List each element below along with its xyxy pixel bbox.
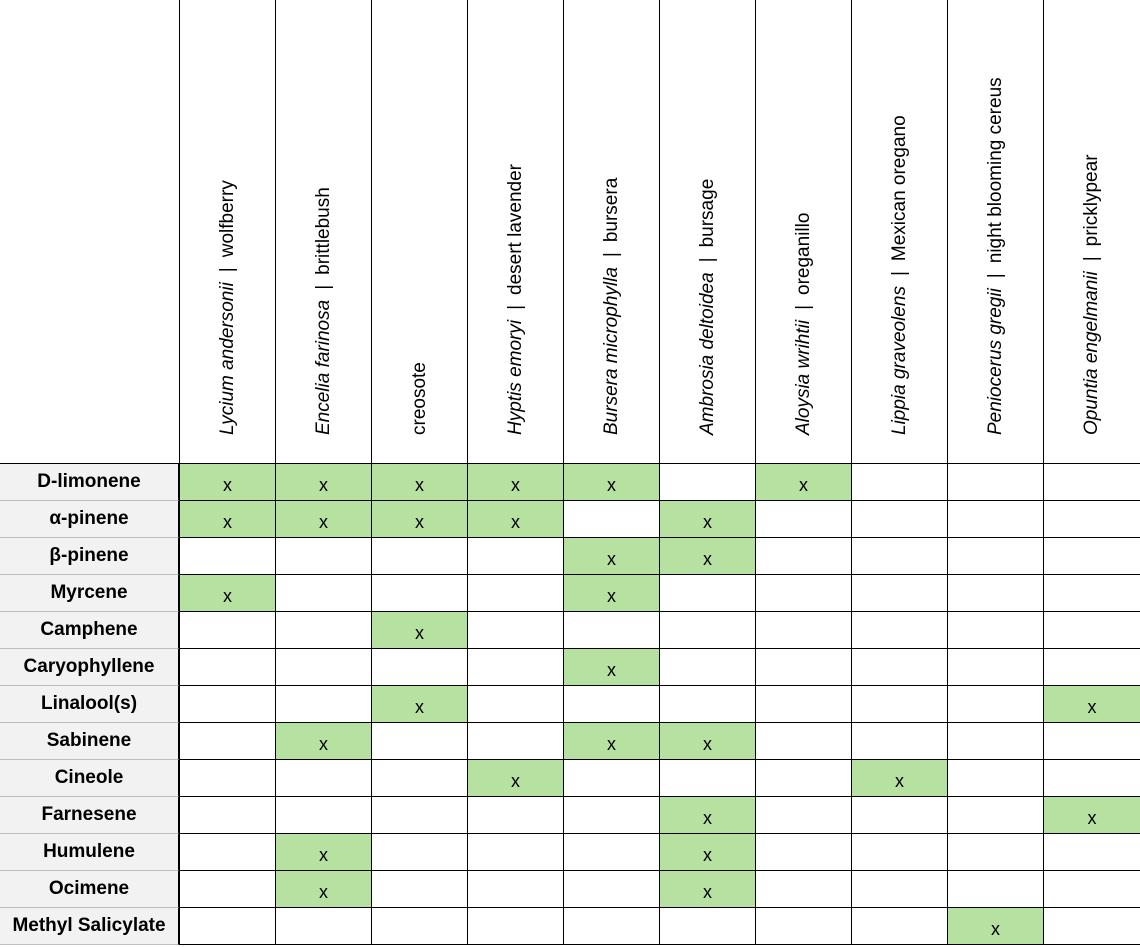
presence-mark: x xyxy=(415,474,424,495)
table-cell xyxy=(947,871,1043,908)
table-cell xyxy=(563,464,659,501)
table-cell xyxy=(275,834,371,871)
common-name: Mexican oregano xyxy=(888,115,910,262)
presence-mark: x xyxy=(703,548,712,569)
scientific-name: Bursera microphylla xyxy=(600,267,622,435)
table-cell xyxy=(851,908,947,945)
separator: | xyxy=(216,267,238,273)
separator: | xyxy=(504,304,526,310)
common-name: oreganillo xyxy=(792,212,814,295)
table-cell xyxy=(275,464,371,501)
table-cell xyxy=(851,871,947,908)
table-cell xyxy=(275,908,371,945)
table-cell xyxy=(947,501,1043,538)
presence-mark: x xyxy=(607,474,616,495)
table-cell xyxy=(851,649,947,686)
table-cell xyxy=(659,686,755,723)
table-cell xyxy=(179,908,275,945)
scientific-name: Encelia farinosa xyxy=(312,299,334,435)
table-cell xyxy=(179,834,275,871)
presence-mark: x xyxy=(703,511,712,532)
row-label: Methyl Salicylate xyxy=(0,908,179,945)
table-cell xyxy=(371,834,467,871)
table-cell xyxy=(275,871,371,908)
table-cell xyxy=(755,575,851,612)
separator: | xyxy=(888,271,910,277)
presence-mark: x xyxy=(511,511,520,532)
common-name: wolfberry xyxy=(216,180,238,258)
table-cell xyxy=(371,649,467,686)
table-cell xyxy=(371,908,467,945)
table-cell xyxy=(947,797,1043,834)
scientific-name: Lycium andersonii xyxy=(216,282,238,435)
table-cell xyxy=(179,686,275,723)
table-cell xyxy=(659,575,755,612)
table-cell xyxy=(275,612,371,649)
table-cell xyxy=(659,834,755,871)
table-cell xyxy=(1043,723,1140,760)
table-cell xyxy=(1043,834,1140,871)
table-cell xyxy=(179,464,275,501)
presence-mark: x xyxy=(319,474,328,495)
table-cell xyxy=(947,538,1043,575)
presence-mark: x xyxy=(319,733,328,754)
table-cell xyxy=(851,612,947,649)
column-header-label xyxy=(985,77,1007,435)
common-name: bursera xyxy=(600,177,622,243)
scientific-name: Ambrosia deltoidea xyxy=(696,272,718,435)
table-cell xyxy=(467,871,563,908)
presence-mark: x xyxy=(223,511,232,532)
table-cell xyxy=(1043,538,1140,575)
table-cell xyxy=(659,538,755,575)
table-cell xyxy=(371,723,467,760)
table-cell xyxy=(851,501,947,538)
table-cell xyxy=(1043,612,1140,649)
table-cell xyxy=(563,834,659,871)
table-cell xyxy=(851,575,947,612)
table-cell xyxy=(755,612,851,649)
presence-mark: x xyxy=(319,881,328,902)
table-cell xyxy=(947,612,1043,649)
table-cell xyxy=(563,797,659,834)
table-cell xyxy=(467,538,563,575)
table-cell xyxy=(851,760,947,797)
presence-mark: x xyxy=(223,585,232,606)
column-header xyxy=(563,0,659,464)
presence-mark: x xyxy=(607,548,616,569)
common-name: brittlebush xyxy=(312,187,334,275)
table-cell xyxy=(755,834,851,871)
table-cell xyxy=(947,908,1043,945)
table-cell xyxy=(1043,686,1140,723)
scientific-name: Lippia graveolens xyxy=(888,286,910,435)
table-cell xyxy=(851,797,947,834)
table-cell xyxy=(755,686,851,723)
table-cell xyxy=(947,834,1043,871)
scientific-name: Opuntia engelmanii xyxy=(1081,271,1102,435)
table-cell xyxy=(851,538,947,575)
scientific-name: Peniocerus gregii xyxy=(984,288,1006,435)
row-label: Caryophyllene xyxy=(0,649,179,686)
table-cell xyxy=(179,575,275,612)
presence-mark: x xyxy=(511,474,520,495)
column-header-label xyxy=(505,164,527,435)
table-cell xyxy=(275,649,371,686)
row-label: D-limonene xyxy=(0,464,179,501)
row-label: Humulene xyxy=(0,834,179,871)
table-cell xyxy=(755,649,851,686)
presence-mark: x xyxy=(511,770,520,791)
column-header-label xyxy=(313,187,335,435)
common-name: bursage xyxy=(696,178,718,248)
table-cell xyxy=(755,908,851,945)
presence-mark: x xyxy=(703,844,712,865)
table-cell xyxy=(467,612,563,649)
column-header xyxy=(371,0,467,464)
table-cell xyxy=(275,760,371,797)
presence-mark: x xyxy=(703,807,712,828)
presence-mark: x xyxy=(415,511,424,532)
presence-mark: x xyxy=(895,770,904,791)
presence-mark: x xyxy=(799,474,808,495)
table-cell xyxy=(467,501,563,538)
presence-mark: x xyxy=(607,733,616,754)
table-cell xyxy=(1043,871,1140,908)
presence-mark: x xyxy=(1087,807,1097,828)
common-name: creosote xyxy=(408,362,430,435)
table-cell xyxy=(371,612,467,649)
table-cell xyxy=(563,612,659,649)
table-cell xyxy=(275,686,371,723)
table-cell xyxy=(755,464,851,501)
table-cell xyxy=(467,834,563,871)
row-label: Camphene xyxy=(0,612,179,649)
table-cell xyxy=(1043,760,1140,797)
table-cell xyxy=(179,538,275,575)
table-cell xyxy=(947,649,1043,686)
table-cell xyxy=(755,723,851,760)
row-label: β-pinene xyxy=(0,538,179,575)
presence-mark: x xyxy=(1087,696,1097,717)
table-cell xyxy=(659,760,755,797)
column-header xyxy=(659,0,755,464)
table-cell xyxy=(755,538,851,575)
presence-mark: x xyxy=(319,844,328,865)
table-cell xyxy=(179,797,275,834)
table-cell xyxy=(1043,575,1140,612)
presence-mark: x xyxy=(223,474,232,495)
table-cell xyxy=(659,871,755,908)
table-cell xyxy=(563,723,659,760)
table-cell xyxy=(563,686,659,723)
table-cell xyxy=(179,760,275,797)
separator: | xyxy=(312,284,334,290)
presence-mark: x xyxy=(607,585,616,606)
column-header-label xyxy=(889,115,911,435)
table-corner xyxy=(0,0,179,464)
table-cell xyxy=(563,575,659,612)
table-cell xyxy=(179,501,275,538)
table-cell xyxy=(851,464,947,501)
presence-mark: x xyxy=(415,696,424,717)
common-name: desert lavender xyxy=(504,164,526,295)
column-header-label xyxy=(793,213,815,435)
column-header xyxy=(851,0,947,464)
table-cell xyxy=(755,871,851,908)
table-cell xyxy=(179,871,275,908)
table-cell xyxy=(467,649,563,686)
table-cell xyxy=(563,501,659,538)
table-cell xyxy=(563,649,659,686)
table-cell xyxy=(371,871,467,908)
table-cell xyxy=(947,760,1043,797)
table-cell xyxy=(947,686,1043,723)
table-cell xyxy=(179,649,275,686)
table-cell xyxy=(1043,464,1140,501)
table-cell xyxy=(563,760,659,797)
column-header-label xyxy=(1081,154,1103,435)
table-cell xyxy=(851,686,947,723)
table-cell xyxy=(1043,649,1140,686)
table-cell xyxy=(467,575,563,612)
table-cell xyxy=(371,686,467,723)
table-cell xyxy=(659,649,755,686)
row-label: Ocimene xyxy=(0,871,179,908)
separator: | xyxy=(792,304,814,310)
table-cell xyxy=(467,908,563,945)
table-cell xyxy=(467,760,563,797)
table-cell xyxy=(1043,501,1140,538)
column-header xyxy=(179,0,275,464)
table-cell xyxy=(659,501,755,538)
column-header-label xyxy=(409,362,431,435)
table-cell xyxy=(563,908,659,945)
table-cell xyxy=(467,723,563,760)
table-cell xyxy=(659,464,755,501)
table-cell xyxy=(659,908,755,945)
table-cell xyxy=(1043,797,1140,834)
column-header xyxy=(755,0,851,464)
table-cell xyxy=(755,501,851,538)
common-name: night blooming cereus xyxy=(984,77,1006,264)
table-cell xyxy=(371,797,467,834)
row-label: Cineole xyxy=(0,760,179,797)
table-cell xyxy=(467,464,563,501)
separator: | xyxy=(696,257,718,263)
row-label: Linalool(s) xyxy=(0,686,179,723)
row-label: Sabinene xyxy=(0,723,179,760)
presence-mark: x xyxy=(991,918,1000,939)
presence-mark: x xyxy=(415,622,424,643)
table-cell xyxy=(659,797,755,834)
separator: | xyxy=(984,273,1006,279)
table-cell xyxy=(371,501,467,538)
presence-mark: x xyxy=(703,733,712,754)
column-header-label xyxy=(217,180,239,435)
table-cell xyxy=(275,575,371,612)
presence-mark: x xyxy=(319,511,328,532)
row-label: Myrcene xyxy=(0,575,179,612)
table-cell xyxy=(755,760,851,797)
table-cell xyxy=(371,760,467,797)
table-cell xyxy=(371,464,467,501)
column-header-label xyxy=(697,179,719,435)
column-header xyxy=(467,0,563,464)
column-header-label xyxy=(601,178,623,435)
table-cell xyxy=(755,797,851,834)
separator: | xyxy=(600,252,622,258)
table-cell xyxy=(659,723,755,760)
column-header xyxy=(1043,0,1140,464)
row-label: α-pinene xyxy=(0,501,179,538)
table-cell xyxy=(275,538,371,575)
separator: | xyxy=(1081,256,1102,262)
table-cell xyxy=(1043,908,1140,945)
table-cell xyxy=(947,575,1043,612)
table-cell xyxy=(851,834,947,871)
row-label: Farnesene xyxy=(0,797,179,834)
table-cell xyxy=(179,723,275,760)
presence-mark: x xyxy=(703,881,712,902)
column-header xyxy=(275,0,371,464)
table-cell xyxy=(563,871,659,908)
table-cell xyxy=(275,723,371,760)
table-cell xyxy=(371,575,467,612)
table-cell xyxy=(947,723,1043,760)
presence-mark: x xyxy=(607,659,616,680)
table-cell xyxy=(179,612,275,649)
table-cell xyxy=(275,797,371,834)
scientific-name: Hyptis emoryi xyxy=(504,319,526,435)
table-cell xyxy=(659,612,755,649)
common-name: pricklypear xyxy=(1081,154,1102,247)
table-cell xyxy=(467,797,563,834)
table-cell xyxy=(851,723,947,760)
scientific-name: Aloysia wrihtii xyxy=(792,319,814,435)
table-cell xyxy=(275,501,371,538)
table-cell xyxy=(371,538,467,575)
table-cell xyxy=(947,464,1043,501)
column-header xyxy=(947,0,1043,464)
table-cell xyxy=(563,538,659,575)
table-cell xyxy=(467,686,563,723)
